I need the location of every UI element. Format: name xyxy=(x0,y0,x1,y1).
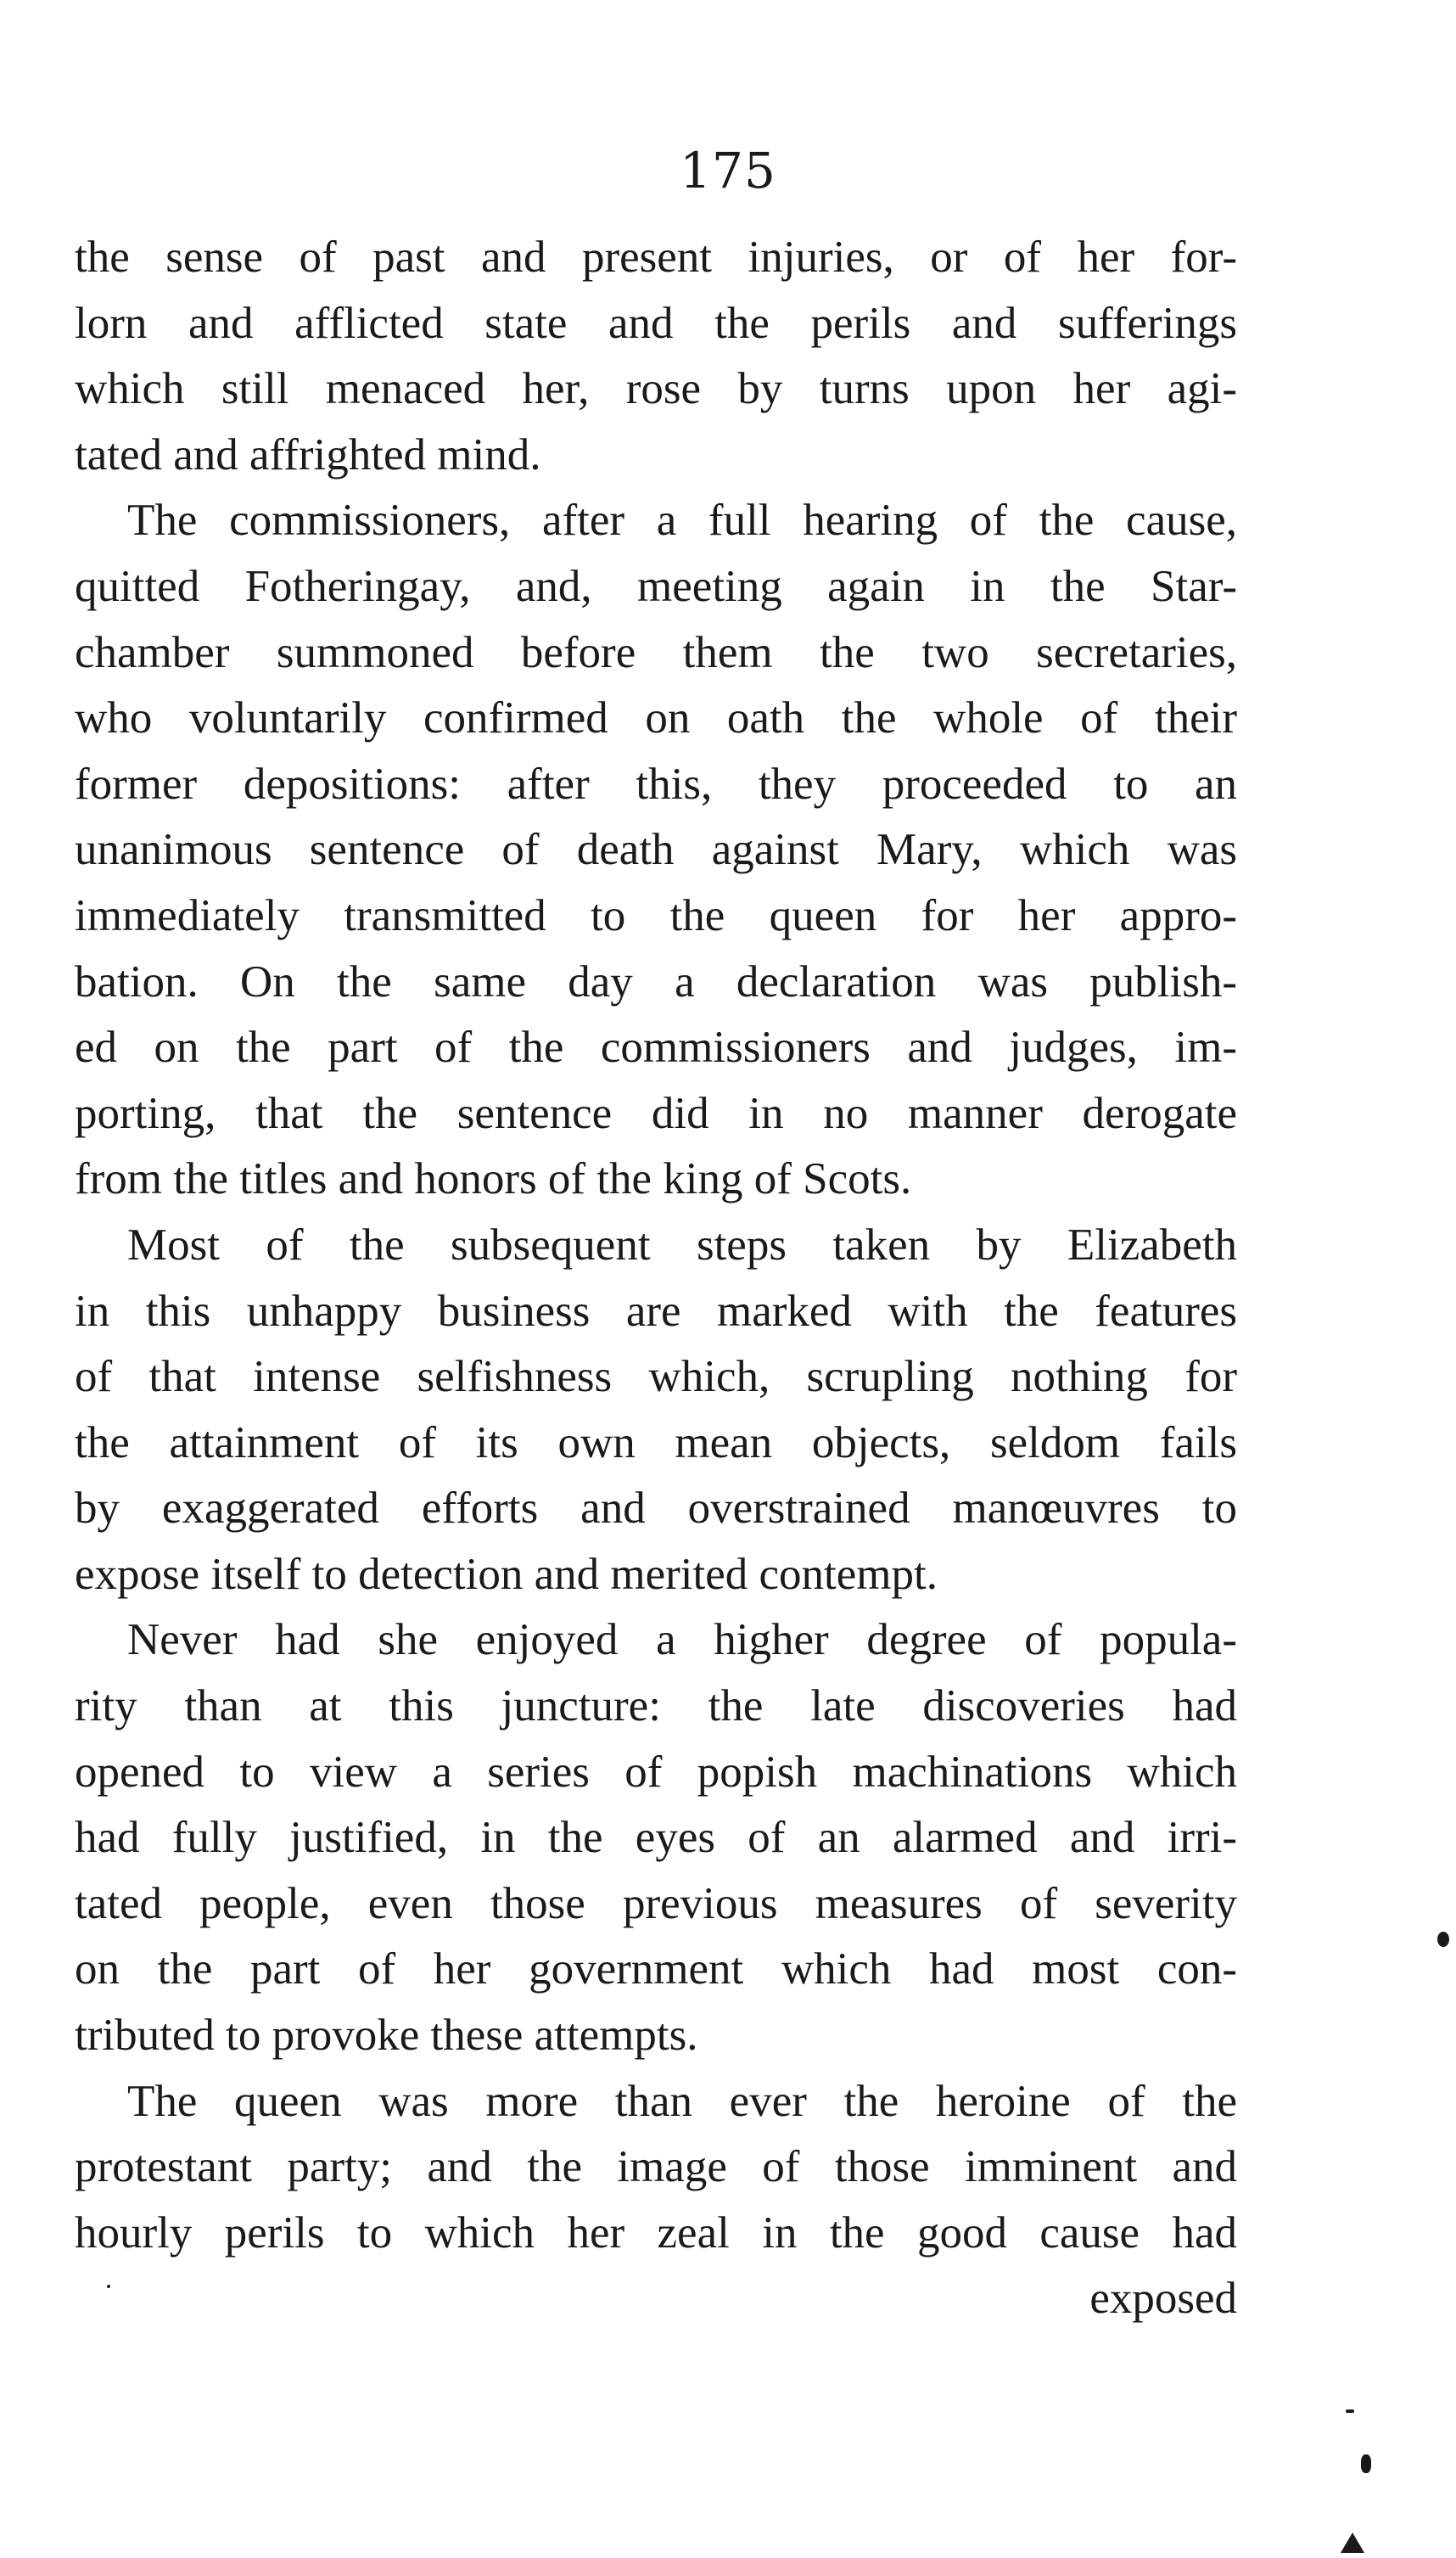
text-line: of that intense selfishness which, scrupling nothing for xyxy=(75,1352,1237,1402)
text-line: Never had she enjoyed a higher degree of popula- xyxy=(127,1615,1237,1665)
text-line: bation. On the same day a declaration was publish- xyxy=(75,956,1237,1007)
text-line: tated people, even those previous measures of severity xyxy=(75,1878,1237,1928)
text-line: porting, that the sentence did in no manner derogate xyxy=(75,1088,1237,1138)
body-text xyxy=(75,225,1237,2332)
text-line: unanimous sentence of death against Mary, which was xyxy=(75,825,1237,875)
ink-spot xyxy=(107,2285,110,2288)
ink-spot xyxy=(1341,2533,1364,2553)
ink-spot xyxy=(1361,2454,1371,2473)
text-line: which still menaced her, rose by turns upon her agi- xyxy=(75,364,1237,414)
text-line: from the titles and honors of the king of Scots. xyxy=(75,1154,912,1204)
page-number: 175 xyxy=(680,142,776,199)
text-line: tated and affrighted mind. xyxy=(75,429,541,480)
text-line: opened to view a series of popish machinations which xyxy=(75,1747,1237,1797)
text-line: lorn and afflicted state and the perils and sufferings xyxy=(75,298,1237,348)
text-line: had fully justified, in the eyes of an alarmed and irri- xyxy=(75,1813,1237,1863)
text-line: the sense of past and present injuries, or of her for- xyxy=(75,233,1237,282)
ink-spot xyxy=(1346,2409,1354,2413)
text-line: protestant party; and the image of those imminent and xyxy=(75,2142,1237,2192)
text-line: who voluntarily confirmed on oath the whole of their xyxy=(75,693,1237,743)
text-line: immediately transmitted to the queen for her appro- xyxy=(75,890,1237,940)
text-line: on the part of her government which had most con- xyxy=(75,1944,1237,1994)
text-line: The commissioners, after a full hearing of the cause, xyxy=(127,496,1237,546)
text-line: Most of the subsequent steps taken by Elizabeth xyxy=(127,1220,1237,1270)
text-line: tributed to provoke these attempts. xyxy=(75,2011,698,2061)
text-line: in this unhappy business are marked with the features xyxy=(75,1286,1237,1336)
text-line: former depositions: after this, they proceeded to an xyxy=(75,759,1237,809)
text-line: hourly perils to which her zeal in the good cause had xyxy=(75,2207,1237,2258)
text-line: expose itself to detection and merited contempt. xyxy=(75,1549,938,1599)
text-line: ed on the part of the commissioners and judges, im- xyxy=(75,1023,1237,1073)
text-line: The queen was more than ever the heroine of the xyxy=(127,2076,1237,2126)
text-line: the attainment of its own mean objects, seldom fails xyxy=(75,1417,1237,1467)
text-line: chamber summoned before them the two secretaries, xyxy=(75,627,1237,677)
text-line: quitted Fotheringay, and, meeting again in the Star- xyxy=(75,561,1237,611)
text-line: rity than at this juncture: the late discoveries had xyxy=(75,1681,1237,1731)
catchword: exposed xyxy=(1089,2274,1237,2324)
text-line: by exaggerated efforts and overstrained manœuvres to xyxy=(75,1484,1237,1534)
ink-spot xyxy=(1437,1932,1449,1947)
